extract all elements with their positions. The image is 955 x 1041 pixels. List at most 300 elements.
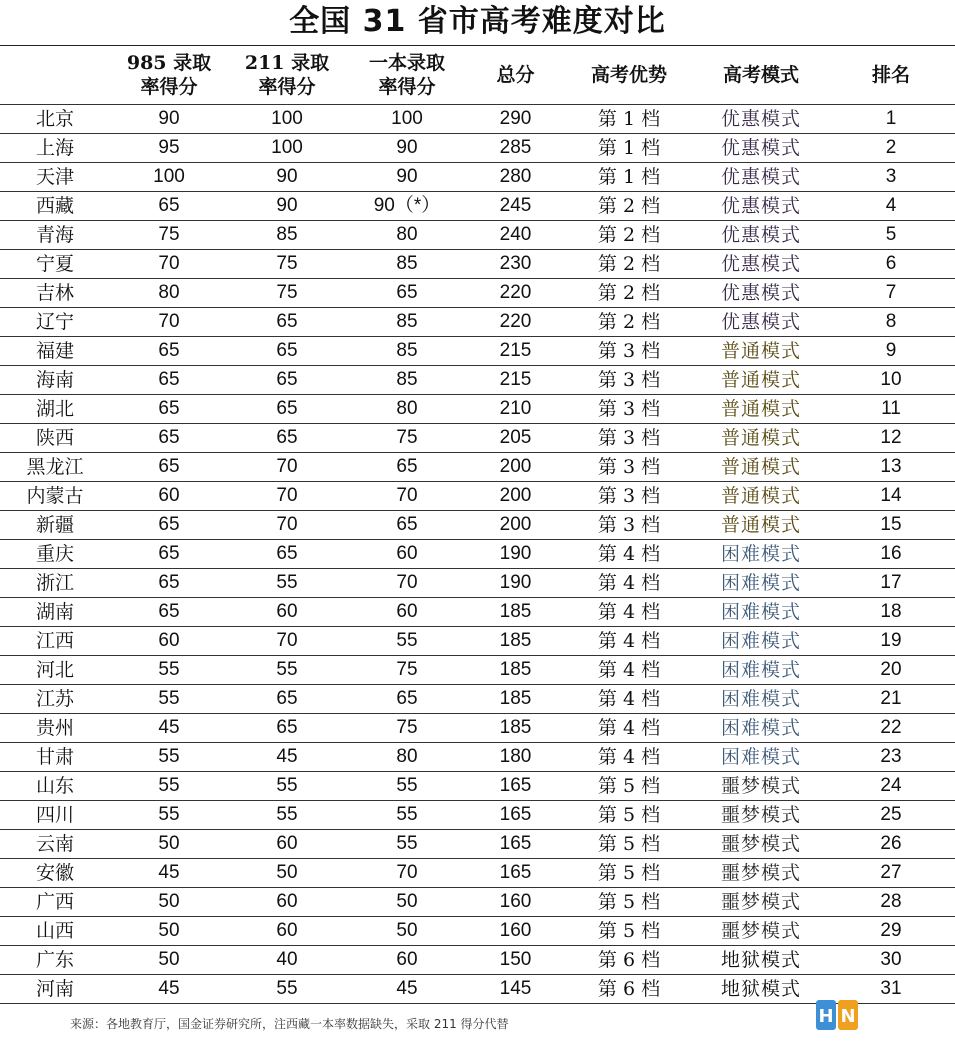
province-cell: 西藏 (0, 192, 110, 221)
mode-cell: 困难模式 (695, 540, 827, 569)
score-211-cell: 65 (228, 424, 346, 453)
tier-cell: 第 3 档 (563, 511, 695, 540)
rank-cell: 24 (827, 772, 955, 801)
mode-cell: 噩梦模式 (695, 801, 827, 830)
province-cell: 陕西 (0, 424, 110, 453)
rank-cell: 31 (827, 975, 955, 1004)
mode-cell: 困难模式 (695, 685, 827, 714)
total-cell: 185 (468, 627, 563, 656)
score-985-cell: 65 (110, 453, 228, 482)
header-211 (228, 46, 346, 105)
score-yiben-cell: 60 (346, 540, 468, 569)
total-cell: 190 (468, 540, 563, 569)
score-211-cell: 85 (228, 221, 346, 250)
table-row (0, 801, 955, 830)
tier-cell: 第 2 档 (563, 221, 695, 250)
score-yiben-cell: 85 (346, 366, 468, 395)
province-cell: 内蒙古 (0, 482, 110, 511)
tier-cell: 第 6 档 (563, 975, 695, 1004)
score-yiben-cell: 75 (346, 714, 468, 743)
score-985-cell: 50 (110, 888, 228, 917)
mode-cell: 优惠模式 (695, 134, 827, 163)
table-row (0, 308, 955, 337)
table-row (0, 830, 955, 859)
total-cell: 240 (468, 221, 563, 250)
tier-cell: 第 6 档 (563, 946, 695, 975)
table-row (0, 105, 955, 134)
province-cell: 黑龙江 (0, 453, 110, 482)
total-cell: 185 (468, 598, 563, 627)
total-cell: 160 (468, 888, 563, 917)
province-cell: 甘肃 (0, 743, 110, 772)
rank-cell: 21 (827, 685, 955, 714)
score-985-cell: 65 (110, 366, 228, 395)
province-cell: 湖南 (0, 598, 110, 627)
total-cell: 165 (468, 830, 563, 859)
score-211-cell: 60 (228, 598, 346, 627)
hn-logo-icon (814, 996, 862, 1034)
mode-cell: 噩梦模式 (695, 888, 827, 917)
rank-cell: 5 (827, 221, 955, 250)
total-cell: 190 (468, 569, 563, 598)
table-row (0, 714, 955, 743)
header-rank: 排名 (827, 46, 955, 105)
table-row (0, 192, 955, 221)
score-211-cell: 65 (228, 685, 346, 714)
tier-cell: 第 1 档 (563, 105, 695, 134)
difficulty-table (0, 45, 955, 1004)
tier-cell: 第 5 档 (563, 859, 695, 888)
score-211-cell: 50 (228, 859, 346, 888)
table-row (0, 221, 955, 250)
table-row (0, 569, 955, 598)
score-yiben-cell: 55 (346, 801, 468, 830)
table-row (0, 482, 955, 511)
score-211-cell: 75 (228, 279, 346, 308)
tier-cell: 第 2 档 (563, 279, 695, 308)
mode-cell: 优惠模式 (695, 250, 827, 279)
table-row (0, 685, 955, 714)
score-211-cell: 55 (228, 569, 346, 598)
table-row (0, 134, 955, 163)
mode-cell: 普通模式 (695, 511, 827, 540)
score-yiben-cell: 100 (346, 105, 468, 134)
score-yiben-cell: 50 (346, 917, 468, 946)
score-985-cell: 55 (110, 656, 228, 685)
rank-cell: 18 (827, 598, 955, 627)
total-cell: 245 (468, 192, 563, 221)
score-211-cell: 70 (228, 482, 346, 511)
score-yiben-cell: 70 (346, 482, 468, 511)
table-row (0, 859, 955, 888)
score-yiben-cell: 60 (346, 946, 468, 975)
tier-cell: 第 5 档 (563, 830, 695, 859)
table-row (0, 772, 955, 801)
score-985-cell: 55 (110, 743, 228, 772)
score-985-cell: 90 (110, 105, 228, 134)
total-cell: 145 (468, 975, 563, 1004)
score-yiben-cell: 90 (346, 163, 468, 192)
total-cell: 285 (468, 134, 563, 163)
mode-cell: 困难模式 (695, 656, 827, 685)
header-yiben-line1: 一本录取 (368, 52, 445, 74)
mode-cell: 噩梦模式 (695, 917, 827, 946)
score-985-cell: 65 (110, 337, 228, 366)
source-note: 来源：各地教育厅，国金证券研究所，注西藏一本率数据缺失，采取 211 得分代替 (70, 1017, 509, 1031)
score-211-cell: 65 (228, 714, 346, 743)
tier-cell: 第 5 档 (563, 801, 695, 830)
score-211-cell: 100 (228, 105, 346, 134)
score-985-cell: 55 (110, 801, 228, 830)
province-cell: 天津 (0, 163, 110, 192)
province-cell: 宁夏 (0, 250, 110, 279)
page-title: 全国 31 省市高考难度对比 (289, 4, 666, 39)
score-yiben-cell: 90（*） (346, 192, 468, 221)
province-cell: 河南 (0, 975, 110, 1004)
score-yiben-cell: 75 (346, 656, 468, 685)
score-985-cell: 65 (110, 511, 228, 540)
province-cell: 河北 (0, 656, 110, 685)
total-cell: 215 (468, 366, 563, 395)
score-yiben-cell: 85 (346, 337, 468, 366)
score-985-cell: 65 (110, 569, 228, 598)
province-cell: 青海 (0, 221, 110, 250)
province-cell: 北京 (0, 105, 110, 134)
total-cell: 220 (468, 279, 563, 308)
total-cell: 165 (468, 801, 563, 830)
province-cell: 上海 (0, 134, 110, 163)
province-cell: 江西 (0, 627, 110, 656)
mode-cell: 优惠模式 (695, 192, 827, 221)
rank-cell: 9 (827, 337, 955, 366)
mode-cell: 普通模式 (695, 453, 827, 482)
province-cell: 四川 (0, 801, 110, 830)
tier-cell: 第 3 档 (563, 482, 695, 511)
score-211-cell: 90 (228, 163, 346, 192)
score-985-cell: 65 (110, 395, 228, 424)
score-985-cell: 50 (110, 946, 228, 975)
rank-cell: 3 (827, 163, 955, 192)
mode-cell: 优惠模式 (695, 308, 827, 337)
score-985-cell: 45 (110, 714, 228, 743)
score-985-cell: 65 (110, 192, 228, 221)
score-985-cell: 80 (110, 279, 228, 308)
score-211-cell: 55 (228, 772, 346, 801)
mode-cell: 优惠模式 (695, 163, 827, 192)
table-row (0, 366, 955, 395)
tier-cell: 第 3 档 (563, 395, 695, 424)
mode-cell: 噩梦模式 (695, 772, 827, 801)
header-mode: 高考模式 (695, 46, 827, 105)
tier-cell: 第 2 档 (563, 192, 695, 221)
table-row (0, 337, 955, 366)
score-985-cell: 70 (110, 250, 228, 279)
table-row (0, 424, 955, 453)
mode-cell: 困难模式 (695, 714, 827, 743)
tier-cell: 第 2 档 (563, 250, 695, 279)
score-yiben-cell: 55 (346, 772, 468, 801)
tier-cell: 第 4 档 (563, 569, 695, 598)
svg-text:N: N (840, 1006, 856, 1027)
province-cell: 湖北 (0, 395, 110, 424)
score-211-cell: 55 (228, 656, 346, 685)
rank-cell: 23 (827, 743, 955, 772)
province-cell: 安徽 (0, 859, 110, 888)
score-985-cell: 60 (110, 482, 228, 511)
mode-cell: 普通模式 (695, 395, 827, 424)
table-row (0, 917, 955, 946)
province-cell: 贵州 (0, 714, 110, 743)
tier-cell: 第 4 档 (563, 540, 695, 569)
tier-cell: 第 5 档 (563, 888, 695, 917)
score-985-cell: 65 (110, 424, 228, 453)
mode-cell: 普通模式 (695, 366, 827, 395)
province-cell: 新疆 (0, 511, 110, 540)
total-cell: 200 (468, 511, 563, 540)
total-cell: 200 (468, 453, 563, 482)
table-row (0, 511, 955, 540)
rank-cell: 6 (827, 250, 955, 279)
tier-cell: 第 4 档 (563, 627, 695, 656)
score-yiben-cell: 65 (346, 453, 468, 482)
mode-cell: 困难模式 (695, 598, 827, 627)
tier-cell: 第 3 档 (563, 366, 695, 395)
mode-cell: 困难模式 (695, 569, 827, 598)
tier-cell: 第 5 档 (563, 917, 695, 946)
svg-text:H: H (818, 1006, 834, 1027)
rank-cell: 20 (827, 656, 955, 685)
score-yiben-cell: 65 (346, 511, 468, 540)
mode-cell: 噩梦模式 (695, 859, 827, 888)
mode-cell: 优惠模式 (695, 105, 827, 134)
header-yiben-line2: 率得分 (378, 76, 436, 98)
rank-cell: 19 (827, 627, 955, 656)
header-985 (110, 46, 228, 105)
rank-cell: 13 (827, 453, 955, 482)
tier-cell: 第 3 档 (563, 424, 695, 453)
rank-cell: 15 (827, 511, 955, 540)
header-total: 总分 (468, 46, 563, 105)
score-yiben-cell: 70 (346, 569, 468, 598)
rank-cell: 17 (827, 569, 955, 598)
score-211-cell: 45 (228, 743, 346, 772)
score-211-cell: 55 (228, 975, 346, 1004)
mode-cell: 地狱模式 (695, 946, 827, 975)
score-yiben-cell: 55 (346, 627, 468, 656)
score-yiben-cell: 65 (346, 685, 468, 714)
score-yiben-cell: 80 (346, 743, 468, 772)
score-211-cell: 65 (228, 366, 346, 395)
score-211-cell: 65 (228, 540, 346, 569)
header-row (0, 46, 955, 105)
score-211-cell: 100 (228, 134, 346, 163)
header-211-line2: 率得分 (258, 76, 316, 98)
mode-cell: 噩梦模式 (695, 830, 827, 859)
table-row (0, 598, 955, 627)
table-row (0, 888, 955, 917)
score-yiben-cell: 45 (346, 975, 468, 1004)
score-985-cell: 50 (110, 830, 228, 859)
tier-cell: 第 4 档 (563, 714, 695, 743)
province-cell: 辽宁 (0, 308, 110, 337)
header-advantage: 高考优势 (563, 46, 695, 105)
score-211-cell: 65 (228, 337, 346, 366)
rank-cell: 26 (827, 830, 955, 859)
tier-cell: 第 4 档 (563, 598, 695, 627)
total-cell: 200 (468, 482, 563, 511)
table-row (0, 627, 955, 656)
score-211-cell: 65 (228, 308, 346, 337)
score-yiben-cell: 70 (346, 859, 468, 888)
header-211-line1: 211 录取 (244, 52, 330, 74)
rank-cell: 22 (827, 714, 955, 743)
rank-cell: 14 (827, 482, 955, 511)
mode-cell: 优惠模式 (695, 221, 827, 250)
header-blank (0, 46, 110, 105)
province-cell: 山东 (0, 772, 110, 801)
score-yiben-cell: 85 (346, 250, 468, 279)
province-cell: 吉林 (0, 279, 110, 308)
tier-cell: 第 4 档 (563, 656, 695, 685)
total-cell: 150 (468, 946, 563, 975)
score-985-cell: 100 (110, 163, 228, 192)
table-row (0, 540, 955, 569)
score-211-cell: 40 (228, 946, 346, 975)
mode-cell: 普通模式 (695, 482, 827, 511)
rank-cell: 27 (827, 859, 955, 888)
score-985-cell: 55 (110, 772, 228, 801)
table-row (0, 395, 955, 424)
score-211-cell: 65 (228, 395, 346, 424)
score-yiben-cell: 65 (346, 279, 468, 308)
tier-cell: 第 4 档 (563, 743, 695, 772)
score-yiben-cell: 90 (346, 134, 468, 163)
table-row (0, 250, 955, 279)
province-cell: 江苏 (0, 685, 110, 714)
rank-cell: 25 (827, 801, 955, 830)
score-yiben-cell: 75 (346, 424, 468, 453)
mode-cell: 优惠模式 (695, 279, 827, 308)
tier-cell: 第 2 档 (563, 308, 695, 337)
score-985-cell: 55 (110, 685, 228, 714)
score-yiben-cell: 60 (346, 598, 468, 627)
province-cell: 云南 (0, 830, 110, 859)
table-row (0, 946, 955, 975)
total-cell: 220 (468, 308, 563, 337)
tier-cell: 第 1 档 (563, 134, 695, 163)
score-211-cell: 70 (228, 511, 346, 540)
table-row (0, 975, 955, 1004)
header-yiben (346, 46, 468, 105)
province-cell: 山西 (0, 917, 110, 946)
total-cell: 280 (468, 163, 563, 192)
score-211-cell: 60 (228, 888, 346, 917)
table-row (0, 453, 955, 482)
table-row (0, 163, 955, 192)
rank-cell: 28 (827, 888, 955, 917)
total-cell: 185 (468, 714, 563, 743)
total-cell: 290 (468, 105, 563, 134)
rank-cell: 1 (827, 105, 955, 134)
total-cell: 165 (468, 772, 563, 801)
rank-cell: 12 (827, 424, 955, 453)
province-cell: 浙江 (0, 569, 110, 598)
score-211-cell: 60 (228, 917, 346, 946)
province-cell: 海南 (0, 366, 110, 395)
rank-cell: 7 (827, 279, 955, 308)
score-yiben-cell: 80 (346, 395, 468, 424)
total-cell: 160 (468, 917, 563, 946)
score-985-cell: 45 (110, 975, 228, 1004)
mode-cell: 困难模式 (695, 627, 827, 656)
score-211-cell: 55 (228, 801, 346, 830)
mode-cell: 地狱模式 (695, 975, 827, 1004)
total-cell: 185 (468, 685, 563, 714)
tier-cell: 第 5 档 (563, 772, 695, 801)
rank-cell: 30 (827, 946, 955, 975)
score-985-cell: 65 (110, 540, 228, 569)
tier-cell: 第 4 档 (563, 685, 695, 714)
header-985-line2: 率得分 (140, 76, 198, 98)
rank-cell: 4 (827, 192, 955, 221)
total-cell: 210 (468, 395, 563, 424)
rank-cell: 10 (827, 366, 955, 395)
score-985-cell: 50 (110, 917, 228, 946)
total-cell: 230 (468, 250, 563, 279)
table-row (0, 279, 955, 308)
score-985-cell: 70 (110, 308, 228, 337)
score-yiben-cell: 50 (346, 888, 468, 917)
rank-cell: 8 (827, 308, 955, 337)
score-985-cell: 95 (110, 134, 228, 163)
total-cell: 180 (468, 743, 563, 772)
rank-cell: 29 (827, 917, 955, 946)
score-985-cell: 60 (110, 627, 228, 656)
score-yiben-cell: 80 (346, 221, 468, 250)
score-985-cell: 75 (110, 221, 228, 250)
total-cell: 215 (468, 337, 563, 366)
mode-cell: 困难模式 (695, 743, 827, 772)
score-985-cell: 45 (110, 859, 228, 888)
province-cell: 重庆 (0, 540, 110, 569)
tier-cell: 第 3 档 (563, 337, 695, 366)
score-211-cell: 70 (228, 627, 346, 656)
tier-cell: 第 1 档 (563, 163, 695, 192)
tier-cell: 第 3 档 (563, 453, 695, 482)
total-cell: 165 (468, 859, 563, 888)
total-cell: 205 (468, 424, 563, 453)
rank-cell: 11 (827, 395, 955, 424)
score-yiben-cell: 55 (346, 830, 468, 859)
province-cell: 广东 (0, 946, 110, 975)
table-row (0, 656, 955, 685)
score-211-cell: 90 (228, 192, 346, 221)
score-211-cell: 60 (228, 830, 346, 859)
mode-cell: 普通模式 (695, 424, 827, 453)
score-yiben-cell: 85 (346, 308, 468, 337)
score-211-cell: 70 (228, 453, 346, 482)
rank-cell: 2 (827, 134, 955, 163)
header-985-line1: 985 录取 (126, 52, 212, 74)
table-row (0, 743, 955, 772)
province-cell: 广西 (0, 888, 110, 917)
score-211-cell: 75 (228, 250, 346, 279)
mode-cell: 普通模式 (695, 337, 827, 366)
rank-cell: 16 (827, 540, 955, 569)
total-cell: 185 (468, 656, 563, 685)
score-985-cell: 65 (110, 598, 228, 627)
province-cell: 福建 (0, 337, 110, 366)
